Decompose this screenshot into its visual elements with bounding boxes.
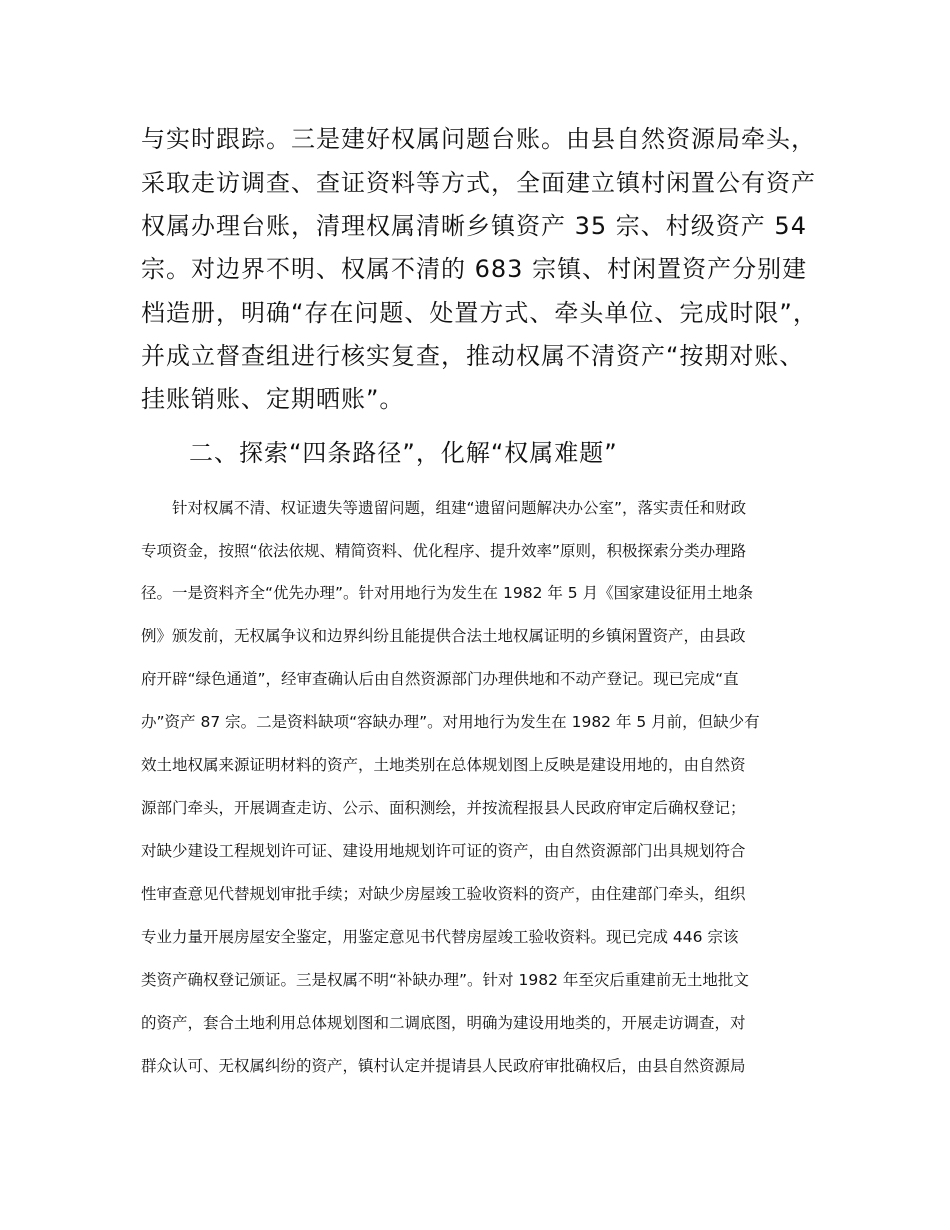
- paragraph-1-line-4: 宗。对边界不明、权属不清的 683 宗镇、村闲置资产分别建: [141, 255, 808, 283]
- paragraph-2-line-6: 办”资产 87 宗。二是资料缺项“容缺办理”。对用地行为发生在 1982 年 5 月前，但缺少有: [141, 713, 760, 731]
- paragraph-1-line-5: 档造册，明确“存在问题、处置方式、牵头单位、完成时限”，: [141, 299, 818, 327]
- paragraph-2-line-12: 类资产确权登记颁证。三是权属不明“补缺办理”。针对 1982 年至灾后重建前无土地批文: [141, 971, 749, 989]
- paragraph-2-line-1: 针对权属不清、权证遗失等遗留问题，组建“遗留问题解决办公室”，落实责任和财政: [172, 499, 747, 517]
- paragraph-1-line-2: 采取走访调查、查证资料等方式，全面建立镇村闲置公有资产: [141, 169, 816, 197]
- paragraph-2-line-5: 府开辟“绿色通道”，经审查确认后由自然资源部门办理供地和不动产登记。现已完成“直: [141, 670, 739, 688]
- paragraph-2-line-13: 的资产，套合土地利用总体规划图和二调底图，明确为建设用地类的，开展走访调查，对: [141, 1014, 746, 1032]
- paragraph-2-line-10: 性审查意见代替规划审批手续；对缺少房屋竣工验收资料的资产，由住建部门牵头，组织: [141, 885, 746, 903]
- paragraph-1-line-6: 并成立督查组进行核实复查，推动权属不清资产“按期对账、: [141, 342, 805, 370]
- paragraph-2-line-7: 效土地权属来源证明材料的资产，土地类别在总体规划图上反映是建设用地的，由自然资: [141, 756, 746, 774]
- section-heading: 二、探索“四条路径”，化解“权属难题”: [189, 439, 618, 467]
- paragraph-1-line-7: 挂账销账、定期晒账”。: [141, 385, 405, 413]
- paragraph-2-line-3: 径。一是资料齐全“优先办理”。针对用地行为发生在 1982 年 5 月《国家建设征用土地条: [141, 584, 754, 602]
- paragraph-1-line-3: 权属办理台账，清理权属清晰乡镇资产 35 宗、村级资产 54: [141, 212, 807, 240]
- paragraph-2-line-11: 专业力量开展房屋安全鉴定，用鉴定意见书代替房屋竣工验收资料。现已完成 446 宗该: [141, 928, 739, 946]
- paragraph-2-line-4: 例》颁发前，无权属争议和边界纠纷且能提供合法土地权属证明的乡镇闲置资产，由县政: [141, 627, 746, 645]
- paragraph-2-line-8: 源部门牵头，开展调查走访、公示、面积测绘，并按流程报县人民政府审定后确权登记；: [141, 799, 746, 817]
- paragraph-2-line-14: 群众认可、无权属纠纷的资产，镇村认定并提请县人民政府审批确权后，由县自然资源局: [141, 1057, 746, 1075]
- paragraph-1-line-1: 与实时跟踪。三是建好权属问题台账。由县自然资源局牵头，: [141, 125, 816, 153]
- paragraph-2-line-2: 专项资金，按照“依法依规、精简资料、优化程序、提升效率”原则，积极探索分类办理路: [141, 542, 747, 560]
- paragraph-2-line-9: 对缺少建设工程规划许可证、建设用地规划许可证的资产，由自然资源部门出具规划符合: [141, 842, 746, 860]
